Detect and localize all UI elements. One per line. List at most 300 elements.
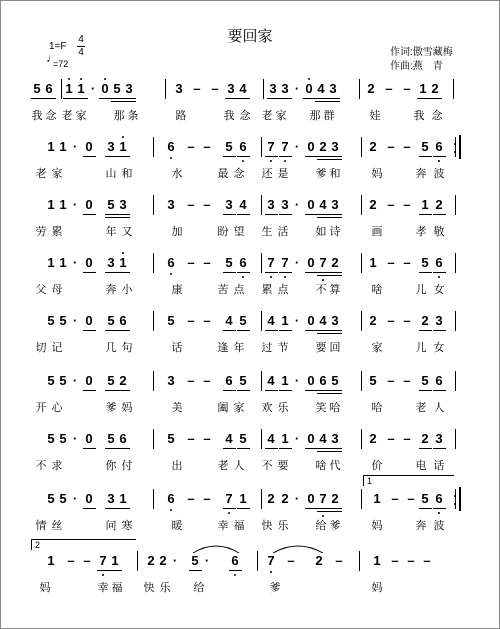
lyric-char: 年 [105,226,117,238]
note: 1 [47,139,55,154]
note: – [187,255,195,270]
lyric-char: 家 [51,168,63,180]
barline [153,311,154,331]
note: 1 [281,373,289,388]
lyric-char: 累 [261,284,273,296]
note: 6 [231,553,239,568]
underline [117,390,130,391]
note: 4 [239,81,247,96]
lyric-char: 条 [127,110,139,122]
lyric-char: 寒 [121,520,133,532]
barline [153,137,154,157]
song-title: 要回家 [227,28,273,45]
note: 6 [435,491,443,506]
note: 5 [225,139,233,154]
barline [61,79,62,99]
note: 5 [47,373,55,388]
note: 6 [319,373,327,388]
lyric-char: 啥 [315,460,327,472]
barline [361,489,362,509]
underline [83,390,96,391]
lyric-char: 问 [105,520,117,532]
note: – [187,313,195,328]
lyric-char: 奔 [415,168,427,180]
note: 1 [281,431,289,446]
note: 5 [239,373,247,388]
note: 1 [47,255,55,270]
lyric-char: 我 [31,110,43,122]
lyric-char: 记 [51,342,63,354]
note: 2 [421,431,429,446]
underline [433,330,446,331]
note: 2 [147,553,155,568]
note: 2 [435,197,443,212]
lyric-char: 要 [277,460,289,472]
underline [237,98,250,99]
note: 5 [33,81,41,96]
underline [433,508,446,509]
lyric-char: 爹 [315,168,327,180]
note: 6 [435,373,443,388]
barline [153,429,154,449]
octave-dot-low [270,571,272,573]
note: · [72,139,78,154]
lyric-char: 话 [433,460,445,472]
note: 4 [317,81,325,96]
lyric-char: 啥 [371,284,383,296]
note: 0 [85,197,93,212]
note: – [203,491,211,506]
note: 7 [281,139,289,154]
note: 1 [47,553,55,568]
note: 5 [59,491,67,506]
underline [265,214,278,215]
note: 3 [167,197,175,212]
note: – [211,81,219,96]
barline [153,195,154,215]
underline [419,156,432,157]
note: 7 [319,491,327,506]
octave-dot [122,136,124,138]
note: – [403,81,411,96]
underline [117,508,130,509]
lyric-char: 丝 [51,520,63,532]
note: 3 [329,81,337,96]
note: 5 [421,255,429,270]
time-signature-top: 4 [78,34,84,45]
note: 0 [101,81,109,96]
lyric-char: 不 [261,460,273,472]
note: 3 [331,313,339,328]
note: 5 [47,431,55,446]
lyric-char: 阖 [217,402,229,414]
octave-dot-low [438,276,440,278]
lyric-char: 家 [75,110,87,122]
underline [117,272,130,273]
underline [327,98,340,99]
lyric-char: 哈 [371,402,383,414]
note: 5 [113,81,121,96]
lyric-char: 群 [323,110,335,122]
note: 2 [369,313,377,328]
octave-dot-low [102,574,104,576]
barline [261,137,262,157]
barline [455,137,456,157]
note: 1 [239,491,247,506]
lyric-char: 山 [105,168,117,180]
note: – [387,313,395,328]
note: 7 [267,139,275,154]
note: 4 [267,431,275,446]
octave-dot-low [270,276,272,278]
lyric-char: 不 [35,460,47,472]
repeat-dot [454,495,456,497]
note: 6 [167,139,175,154]
underline [83,508,96,509]
note: 6 [239,139,247,154]
underline [329,272,342,273]
underline [117,217,130,218]
lyric-char: 念 [233,168,245,180]
lyric-char: 话 [171,342,183,354]
note: – [187,431,195,446]
note: 0 [307,491,315,506]
note: – [83,553,91,568]
lyric-char: 老 [217,460,229,472]
note: – [385,81,393,96]
note: 4 [267,313,275,328]
note: 2 [267,491,275,506]
underline [237,330,250,331]
note: · [294,255,300,270]
note: 2 [421,313,429,328]
lyric-char: 价 [371,460,383,472]
lyric-char: 敬 [433,226,445,238]
note: – [335,553,343,568]
lyric-char: 给 [193,582,205,594]
underline [265,272,278,273]
note: – [287,553,295,568]
note: 1 [59,197,67,212]
underline [329,214,342,215]
lyric-char: 那 [113,110,125,122]
lyric-char: 妈 [121,402,133,414]
note: – [387,197,395,212]
underline [279,156,292,157]
barline [261,429,262,449]
underline [429,98,442,99]
note: 5 [239,313,247,328]
note: 1 [373,553,381,568]
lyric-char: 妈 [371,582,383,594]
underline [83,214,96,215]
lyric-char: 电 [415,460,427,472]
note: 5 [421,491,429,506]
underline [237,214,250,215]
lyric-char: 出 [171,460,183,472]
lyric-char: 开 [35,402,47,414]
time-signature [77,35,85,58]
lyric-char: 要 [315,342,327,354]
lyric-char: 代 [329,460,341,472]
barline [361,429,362,449]
note: 2 [331,491,339,506]
note: · [72,255,78,270]
note: – [403,373,411,388]
barline [455,311,456,331]
octave-dot-low [284,160,286,162]
note: 7 [225,491,233,506]
barline [455,195,456,215]
note: 5 [59,431,67,446]
lyric-char: 生 [261,226,273,238]
note: 0 [85,373,93,388]
underline [279,272,292,273]
lyric-char: 心 [51,402,63,414]
volta-2-label: 2 [35,540,41,550]
underline [279,330,292,331]
note: 5 [107,313,115,328]
lyric-char: 儿 [415,284,427,296]
lyric-char: 爹 [105,402,117,414]
barline [455,253,456,273]
note: – [387,139,395,154]
key-signature: 1=F [49,41,67,52]
note: – [203,431,211,446]
lyric-char: 那 [309,110,321,122]
note: · [294,491,300,506]
lyric-char: 望 [233,226,245,238]
note: – [187,197,195,212]
tie-arc [193,546,239,553]
lyric-char: 小 [121,284,133,296]
note: – [203,139,211,154]
note: · [294,373,300,388]
note: 6 [45,81,53,96]
octave-dot-low [284,276,286,278]
octave-dot-low [170,157,172,159]
lyricist-credit: 作词:傲雪藏梅 [390,47,453,58]
note: 4 [225,431,233,446]
note: 1 [111,553,119,568]
lyric-char: 给 [315,520,327,532]
lyric-char: 母 [51,284,63,296]
lyric-char: 哈 [329,402,341,414]
note: – [403,255,411,270]
underline [223,508,236,509]
note: – [407,553,415,568]
lyric-char: 情 [35,520,47,532]
note: 0 [307,431,315,446]
underline [265,390,278,391]
note: 2 [369,139,377,154]
note: · [172,553,178,568]
note: 2 [367,81,375,96]
underline [265,156,278,157]
octave-dot-low [170,273,172,275]
octave-dot-low [234,574,236,576]
note: – [67,553,75,568]
underline [223,156,236,157]
note: 5 [191,553,199,568]
note: 0 [307,197,315,212]
underline [329,511,342,512]
note: – [387,373,395,388]
underline [265,448,278,449]
note: 4 [267,373,275,388]
note: 5 [107,197,115,212]
underline [433,272,446,273]
underline [223,448,236,449]
note: · [294,431,300,446]
note: 4 [225,313,233,328]
note: – [187,139,195,154]
note: 1 [59,255,67,270]
barline [261,195,262,215]
octave-dot-low [242,276,244,278]
note: – [403,197,411,212]
barline [361,311,362,331]
barline [261,371,262,391]
note: 5 [331,373,339,388]
note: 0 [307,373,315,388]
composer-credit: 作曲:燕 青 [390,61,443,72]
note: 1 [119,491,127,506]
note: 6 [119,313,127,328]
note: 0 [307,255,315,270]
note: 5 [369,373,377,388]
note: 6 [167,255,175,270]
lyric-char: 老 [415,402,427,414]
octave-dot [308,78,310,80]
lyric-char: 回 [329,342,341,354]
note: 0 [85,491,93,506]
lyric-char: 最 [217,168,229,180]
underline [223,330,236,331]
note: – [203,197,211,212]
underline [117,214,130,215]
lyric-char: 幸 [97,582,109,594]
note: 3 [119,197,127,212]
note: 7 [281,255,289,270]
underline [433,214,446,215]
note: 3 [435,431,443,446]
lyric-char: 女 [433,284,445,296]
note: 3 [107,255,115,270]
underline [237,156,250,157]
note: – [391,553,399,568]
note: 3 [435,313,443,328]
lyric-char: 画 [371,226,383,238]
underline [279,98,292,99]
note: 1 [47,197,55,212]
underline [329,156,342,157]
note: · [72,491,78,506]
note: – [203,255,211,270]
note: · [90,81,96,96]
lyric-char: 波 [433,168,445,180]
note: 2 [369,431,377,446]
lyric-char: 美 [171,402,183,414]
underline [223,214,236,215]
note: 2 [159,553,167,568]
note: 5 [47,491,55,506]
underline [419,214,432,215]
underline [83,272,96,273]
underline [189,570,202,571]
note: 2 [281,491,289,506]
note: 1 [65,81,73,96]
tempo-marking: =72 [53,59,69,69]
underline [327,101,340,102]
repeat-dot [454,503,456,505]
note: 3 [331,139,339,154]
lyric-char: 福 [111,582,123,594]
underline [419,508,432,509]
lyric-char: 点 [233,284,245,296]
quarter-note-icon: ♩ [46,51,58,65]
underline [419,272,432,273]
lyric-char: 人 [433,402,445,414]
note: 3 [225,197,233,212]
underline [83,448,96,449]
lyric-char: 老 [61,110,73,122]
lyric-char: 是 [277,168,289,180]
lyric-char: 妈 [39,582,51,594]
note: 2 [315,553,323,568]
lyric-char: 爹 [269,582,281,594]
note: 5 [59,313,67,328]
note: – [391,491,399,506]
octave-dot [122,252,124,254]
lyric-char: 欢 [261,402,273,414]
note: 5 [421,373,429,388]
underline [109,570,122,571]
lyric-char: 活 [277,226,289,238]
lyric-char: 和 [121,168,133,180]
note: 1 [373,491,381,506]
note: 4 [239,197,247,212]
lyric-char: 算 [329,284,341,296]
lyric-char: 奔 [415,520,427,532]
lyric-char: 家 [233,402,245,414]
lyric-char: 念 [45,110,57,122]
underline [265,330,278,331]
lyric-char: 妈 [371,168,383,180]
note: 3 [281,197,289,212]
lyric-char: 切 [35,342,47,354]
barline [359,79,360,99]
volta-1-bracket [363,475,454,486]
volta-1-label: 1 [367,476,373,486]
lyric-char: 和 [329,168,341,180]
note: 3 [107,139,115,154]
note: 1 [421,197,429,212]
note: 3 [167,373,175,388]
lyric-char: 父 [35,284,47,296]
octave-dot [80,78,82,80]
lyric-char: 家 [275,110,287,122]
note: 0 [85,139,93,154]
lyric-char: 苦 [217,284,229,296]
lyric-char: 如 [315,226,327,238]
lyric-char: 笑 [315,402,327,414]
lyric-char: 水 [171,168,183,180]
note: 3 [175,81,183,96]
underline [279,448,292,449]
barline [455,371,456,391]
note: · [294,197,300,212]
